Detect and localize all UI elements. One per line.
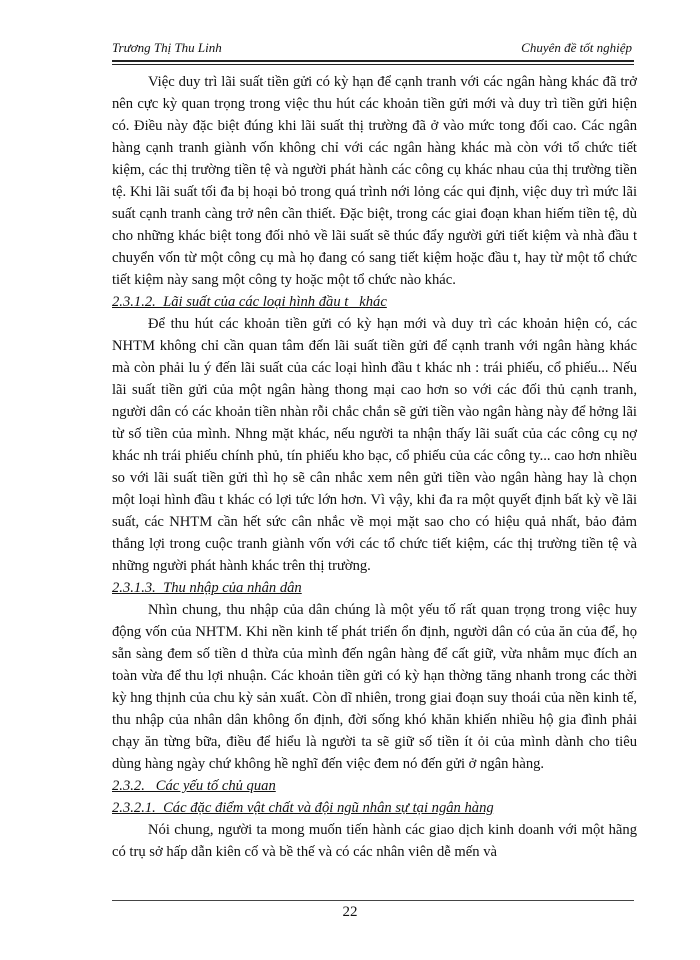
page-header: [112, 40, 632, 60]
paragraph-income: Nhìn chung, thu nhập của dân chúng là một yếu tố rất quan trọng trong việc huy động vốn của NHTM. Khi nền kinh tế phát triển ổn định, người dân có của ăn của để, họ sẵn sàng đem số tiền d thừa của mình đến ngân hàng để cất giữ, vừa nhằm mục đích an toàn vừa để thu lợi nhuận. Các khoản tiền gửi có kỳ hạn thờng tăng nhanh trong các thời kỳ hng thịnh của chu kỳ sản xuất. Còn dĩ nhiên, trong giai đoạn suy thoái của nền kinh tế, thu nhập của nhân dân không ổn định, đời sống khó khăn khiến nhiều hộ gia đình phải chạy ăn từng bữa, điều để hiểu là người ta sẽ giữ số tiền ít ỏi của mình dành cho tiêu dùng hàng ngày chứ không hề nghĩ đến việc đem nó đến gửi ở ngân hàng.: [112, 602, 637, 772]
paragraph-interest-competition: Việc duy trì lãi suất tiền gửi có kỳ hạn để cạnh tranh với các ngân hàng khác đã trở nên cực kỳ quan trọng trong việc thu hút các khoản tiền gửi mới và duy trì tiền gửi hiện có. Điều này đặc biệt đúng khi lãi suất thị trường đã ở vào mức tong đối cao. Các ngân hàng cạnh tranh giành vốn không chỉ với các ngân hàng khác mà còn với tổ chức tiết kiệm, các thị trường tiền tệ và người phát hành các công cụ khác nhau của thị trường tiền tệ. Khi lãi suất tối đa bị hoại bỏ trong quá trình nới lỏng các qui định, việc duy trì mức lãi suất cạnh tranh càng trở nên cần thiết. Đặc biệt, trong các giai đoạn khan hiếm tiền tệ, dù cho những khác biệt tong đối nhỏ về lãi suất sẽ thúc đẩy người gửi tiết kiệm và nhà đầu t chuyển vốn từ một công cụ mà họ đang có sang tiết kiệm hoặc đầu t, hay từ một tổ chức tiết kiệm này sang một công ty hoặc một tổ chức nào khác.: [112, 74, 637, 288]
section-heading-2-3-1-2: 2.3.1.2. Lãi suất của các loại hình đầu t khác: [112, 294, 387, 310]
page-body: [112, 71, 637, 863]
page-number: 22: [342, 904, 358, 920]
header-title: Chuyên đề tốt nghiệp: [521, 40, 632, 55]
section-heading-2-3-1-3: 2.3.1.3. Thu nhập của nhân dân: [112, 580, 302, 596]
paragraph-other-investments: Để thu hút các khoản tiền gửi có kỳ hạn mới và duy trì các khoản hiện có, các NHTM không chỉ cần quan tâm đến lãi suất tiền gửi để cạnh tranh với ngân hàng khác mà còn phải lu ý đến lãi suất của các loại hình đầu t khác nh : trái phiếu, cổ phiếu... Nếu lãi suất tiền gửi của một ngân hàng thong mại cao hơn so với các đối thủ cạnh tranh, người dân có các khoản tiền nhàn rỗi chắc chắn sẽ gửi tiền vào ngân hàng này để hởng lãi từ số tiền của mình. Nhng mặt khác, nếu người ta nhận thấy lãi suất của các công cụ nợ khác nh trái phiếu chính phủ, tín phiếu kho bạc, cổ phiếu của các công ty... cao hơn nhiều so với lãi suất tiền gửi thì họ sẽ cân nhắc xem nên gửi tiền vào ngân hàng hay là chọn một loại hình đầu t khác có lợi tức lớn hơn. Vì vậy, khi đa ra một quyết định bất kỳ về lãi suất, các NHTM cần hết sức cân nhắc về mọi mặt sao cho có hiệu quả nhất, bảo đảm thắng lợi trong cuộc tranh giành vốn với các tổ chức tiết kiệm, các thị trường tiền tệ và những người phát hành khác trên thị trường.: [112, 316, 637, 574]
footer-rule: [112, 900, 634, 901]
header-rule-thin: [112, 64, 634, 65]
section-heading-2-3-2-1: 2.3.2.1. Các đặc điểm vật chất và đội ngũ nhân sự tại ngân hàng: [112, 800, 494, 816]
header-rule: [112, 60, 634, 62]
header-author: Trương Thị Thu Linh: [112, 40, 222, 55]
section-heading-2-3-2: 2.3.2. Các yếu tố chủ quan: [112, 778, 276, 794]
paragraph-bank-facilities: Nói chung, người ta mong muốn tiến hành các giao dịch kinh doanh với một hãng có trụ sở hấp dẫn kiên cố và bề thế và có các nhân viên dễ mến và: [112, 822, 637, 860]
